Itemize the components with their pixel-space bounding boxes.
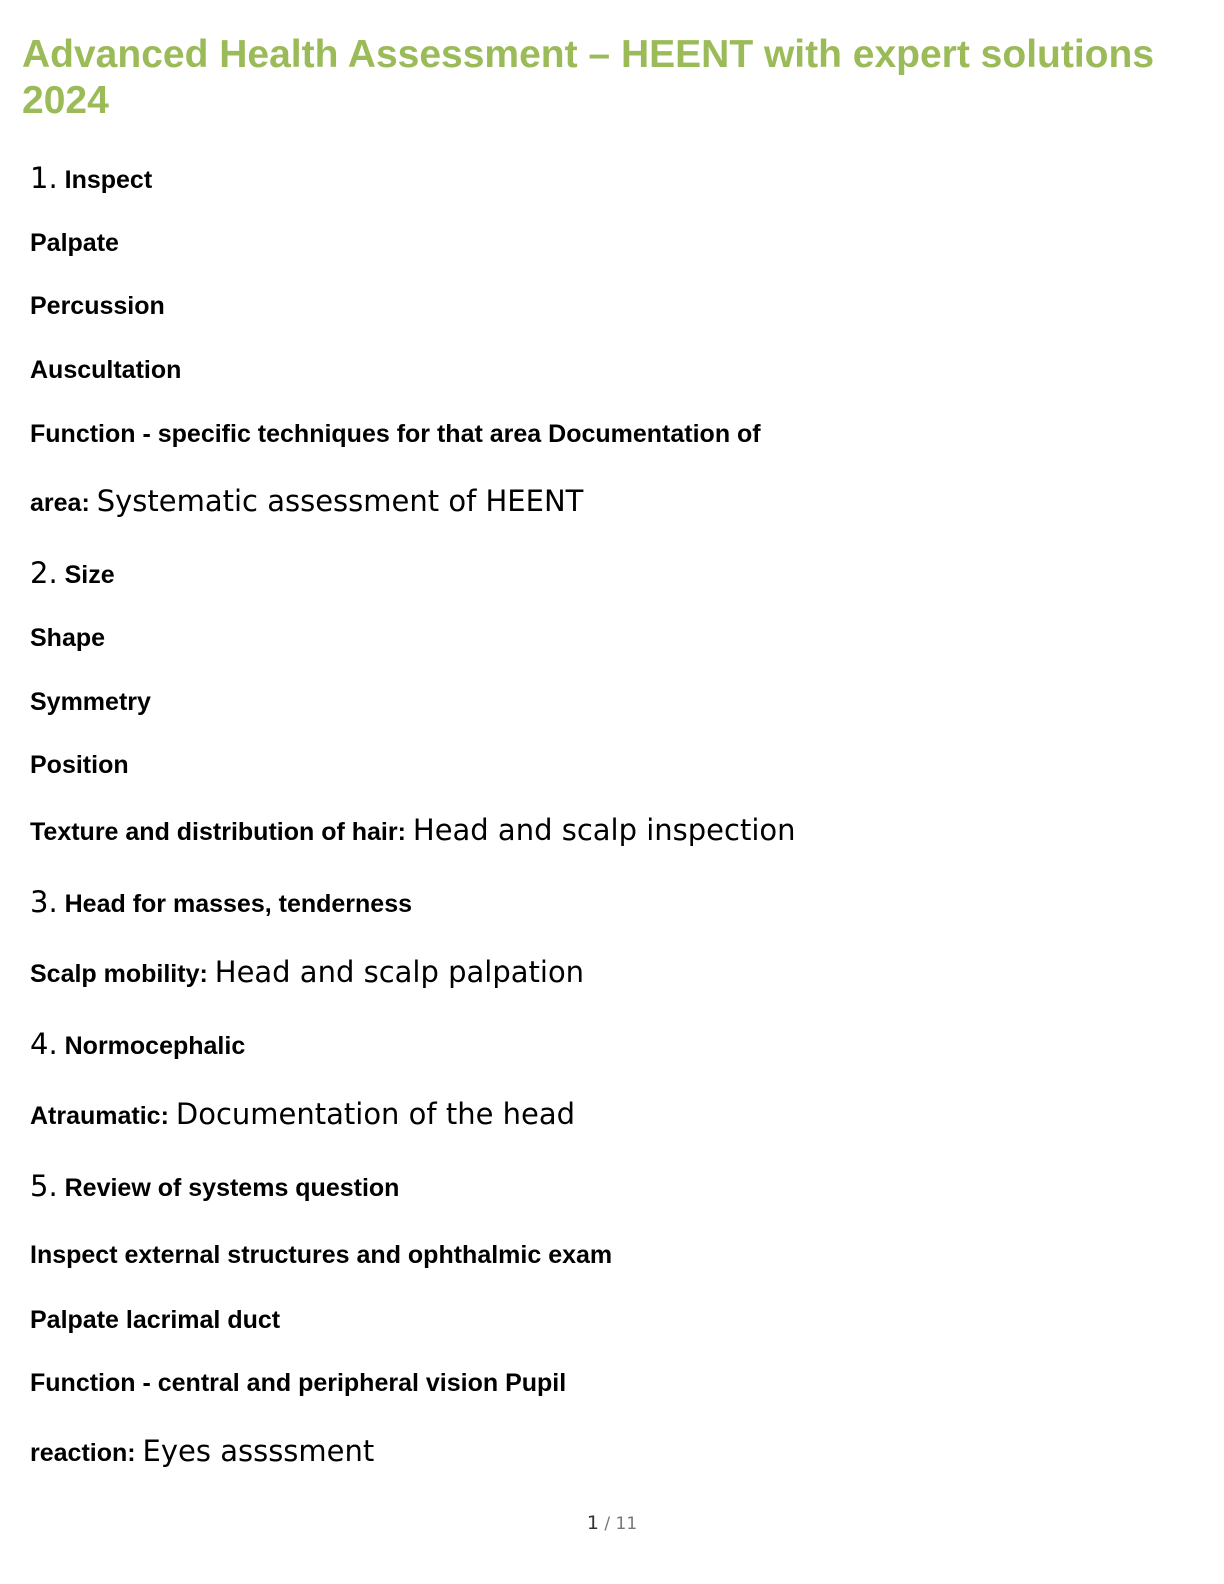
question-number: 3. bbox=[30, 885, 58, 919]
question-5-line-3: Palpate lacrimal duct bbox=[30, 1306, 281, 1334]
question-4-answer-line bbox=[30, 1099, 575, 1131]
page-title: Advanced Health Assessment – HEENT with expert solutions 2024 bbox=[22, 33, 1155, 122]
term: Atraumatic: bbox=[30, 1102, 169, 1130]
question-number: 1. bbox=[30, 161, 58, 195]
question-3-line-1 bbox=[30, 887, 412, 919]
question-1-line-3: Percussion bbox=[30, 292, 165, 320]
term: Texture and distribution of hair: bbox=[30, 818, 406, 846]
answer-text: Systematic assessment of HEENT bbox=[96, 484, 584, 518]
term: reaction: bbox=[30, 1439, 136, 1467]
question-2-answer-line bbox=[30, 815, 796, 847]
question-number: 4. bbox=[30, 1027, 58, 1061]
question-text: Inspect bbox=[64, 166, 153, 194]
question-1-line-5: Function - specific techniques for that area Documentation of bbox=[30, 420, 761, 448]
question-2-line-1 bbox=[30, 558, 115, 590]
page-indicator bbox=[0, 1512, 1224, 1534]
answer-text: Head and scalp inspection bbox=[412, 813, 796, 847]
answer-text: Head and scalp palpation bbox=[214, 955, 585, 989]
current-page: 1 bbox=[586, 1512, 599, 1534]
question-1-answer-line bbox=[30, 486, 583, 518]
question-text: Normocephalic bbox=[64, 1032, 246, 1060]
question-5-line-2: Inspect external structures and ophthalmic exam bbox=[30, 1241, 613, 1269]
question-2-line-3: Symmetry bbox=[30, 688, 151, 716]
answer-text: Documentation of the head bbox=[175, 1097, 576, 1131]
question-5-answer-line bbox=[30, 1436, 374, 1468]
question-2-line-2: Shape bbox=[30, 624, 106, 652]
question-4-line-1 bbox=[30, 1029, 245, 1061]
question-5-line-1 bbox=[30, 1171, 399, 1203]
question-1-line-1 bbox=[30, 163, 152, 195]
answer-text: Eyes assssment bbox=[142, 1434, 375, 1468]
question-1-line-4: Auscultation bbox=[30, 356, 182, 384]
question-text: Head for masses, tenderness bbox=[64, 890, 413, 918]
question-3-answer-line bbox=[30, 957, 584, 989]
question-number: 5. bbox=[30, 1169, 58, 1203]
question-2-line-4: Position bbox=[30, 751, 129, 779]
term: Scalp mobility: bbox=[30, 960, 208, 988]
question-5-line-4: Function - central and peripheral vision Pupil bbox=[30, 1369, 567, 1397]
term: area: bbox=[30, 489, 90, 517]
question-1-line-2: Palpate bbox=[30, 229, 119, 257]
question-text: Size bbox=[64, 561, 115, 589]
question-number: 2. bbox=[30, 556, 58, 590]
total-pages: 11 bbox=[615, 1514, 638, 1534]
page-separator: / bbox=[604, 1514, 611, 1534]
question-text: Review of systems question bbox=[64, 1174, 400, 1202]
